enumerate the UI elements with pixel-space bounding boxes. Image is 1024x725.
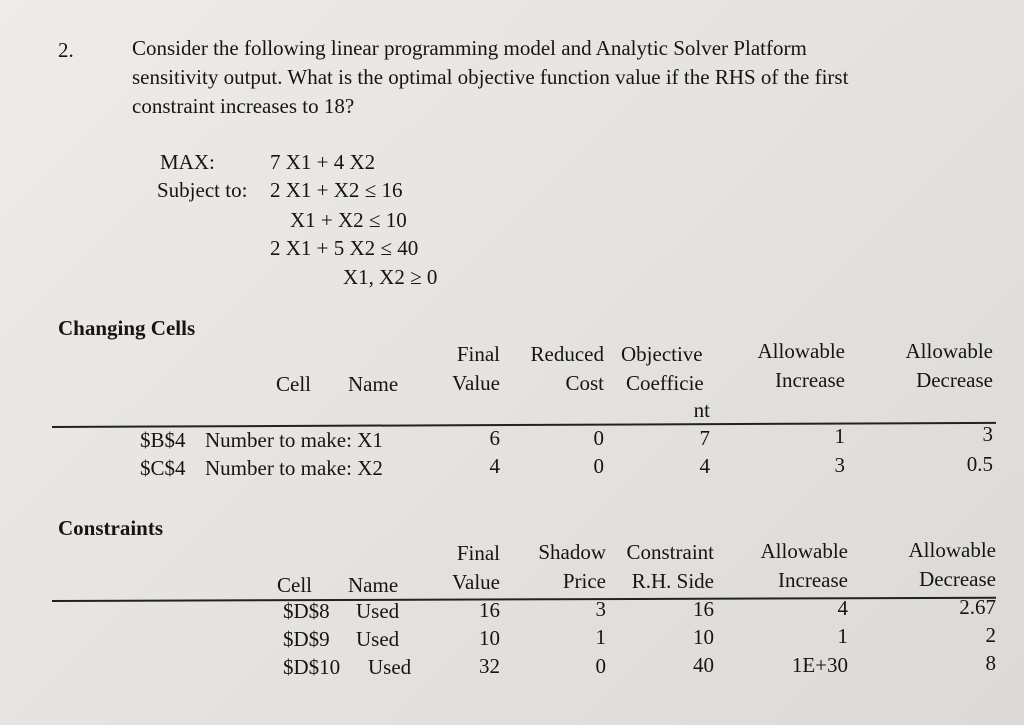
constraint-rhs: 40 xyxy=(693,653,714,677)
header-constraint-rhs: R.H. Side xyxy=(631,569,714,593)
reduced-cost: 0 xyxy=(593,426,604,450)
allowable-decrease: 2 xyxy=(985,623,996,647)
question-line-1: Consider the following linear programming model and Analytic Solver Platform xyxy=(132,36,807,60)
cell-name: Used xyxy=(356,627,400,651)
constraint-rhs: 10 xyxy=(693,625,714,649)
header-final-value: Value xyxy=(452,570,500,594)
final-value: 4 xyxy=(489,454,500,478)
allowable-increase: 4 xyxy=(837,596,848,620)
header-reduced-cost: Reduced xyxy=(530,342,604,366)
allowable-decrease: 0.5 xyxy=(966,452,993,476)
cell-ref: $D$8 xyxy=(283,599,330,623)
final-value: 6 xyxy=(489,426,500,450)
allowable-increase: 1 xyxy=(837,624,848,648)
question-number: 2. xyxy=(58,38,74,62)
header-cell: Cell xyxy=(276,372,311,396)
allowable-increase: 3 xyxy=(834,453,845,477)
header-objective-coefficient: Objective xyxy=(621,342,703,366)
shadow-price: 1 xyxy=(595,625,606,649)
allowable-increase: 1 xyxy=(834,424,845,448)
question-line-3: constraint increases to 18? xyxy=(132,94,355,118)
final-value: 16 xyxy=(479,598,500,622)
reduced-cost: 0 xyxy=(593,454,604,478)
cell-ref: $D$9 xyxy=(283,627,330,651)
allowable-increase: 1E+30 xyxy=(791,653,848,677)
constraint-1: 2 X1 + X2 ≤ 16 xyxy=(270,178,403,202)
objective-function: 7 X1 + 4 X2 xyxy=(270,150,376,174)
objective-coefficient: 7 xyxy=(699,426,710,450)
cell-ref: $C$4 xyxy=(140,456,186,480)
header-allowable-decrease: Decrease xyxy=(919,567,996,591)
allowable-decrease: 2.67 xyxy=(959,595,996,619)
header-objective-coefficient: Coefficie xyxy=(626,371,704,395)
header-final-value: Final xyxy=(456,541,500,565)
max-label: MAX: xyxy=(160,150,215,174)
header-constraint-rhs: Constraint xyxy=(626,540,714,564)
subject-to-label: Subject to: xyxy=(157,178,248,202)
header-final-value: Final xyxy=(456,342,500,366)
header-allowable-increase: Increase xyxy=(778,568,848,592)
header-final-value: Value xyxy=(452,371,500,395)
header-objective-coefficient: nt xyxy=(693,398,710,422)
header-allowable-decrease: Allowable xyxy=(905,339,993,363)
constraint-3: 2 X1 + 5 X2 ≤ 40 xyxy=(270,236,419,260)
cell-ref: $D$10 xyxy=(283,655,341,679)
constraint-rhs: 16 xyxy=(693,597,714,621)
objective-coefficient: 4 xyxy=(699,454,710,478)
question-line-2: sensitivity output. What is the optimal objective function value if the RHS of the first xyxy=(132,65,849,89)
constraints-title: Constraints xyxy=(58,516,164,540)
changing-cells-title: Changing Cells xyxy=(58,316,196,340)
header-cell: Cell xyxy=(277,573,312,597)
final-value: 32 xyxy=(479,654,500,678)
header-allowable-decrease: Allowable xyxy=(908,538,996,562)
header-shadow-price: Shadow xyxy=(538,540,606,564)
header-allowable-increase: Allowable xyxy=(760,539,848,563)
header-name: Name xyxy=(348,372,399,396)
cell-ref: $B$4 xyxy=(140,428,186,452)
nonnegativity-constraint: X1, X2 ≥ 0 xyxy=(343,265,438,289)
cell-name: Number to make: X1 xyxy=(205,428,383,452)
constraint-2: X1 + X2 ≤ 10 xyxy=(290,208,407,232)
header-allowable-decrease: Decrease xyxy=(916,368,993,392)
header-allowable-increase: Increase xyxy=(775,368,845,392)
header-name: Name xyxy=(348,573,399,597)
shadow-price: 3 xyxy=(595,597,606,621)
shadow-price: 0 xyxy=(595,654,606,678)
allowable-decrease: 3 xyxy=(982,422,993,446)
cell-name: Used xyxy=(368,655,412,679)
header-reduced-cost: Cost xyxy=(565,371,604,395)
final-value: 10 xyxy=(479,626,500,650)
cell-name: Number to make: X2 xyxy=(205,456,383,480)
cell-name: Used xyxy=(356,599,400,623)
header-shadow-price: Price xyxy=(562,569,606,593)
allowable-decrease: 8 xyxy=(985,651,996,675)
header-allowable-increase: Allowable xyxy=(757,339,845,363)
